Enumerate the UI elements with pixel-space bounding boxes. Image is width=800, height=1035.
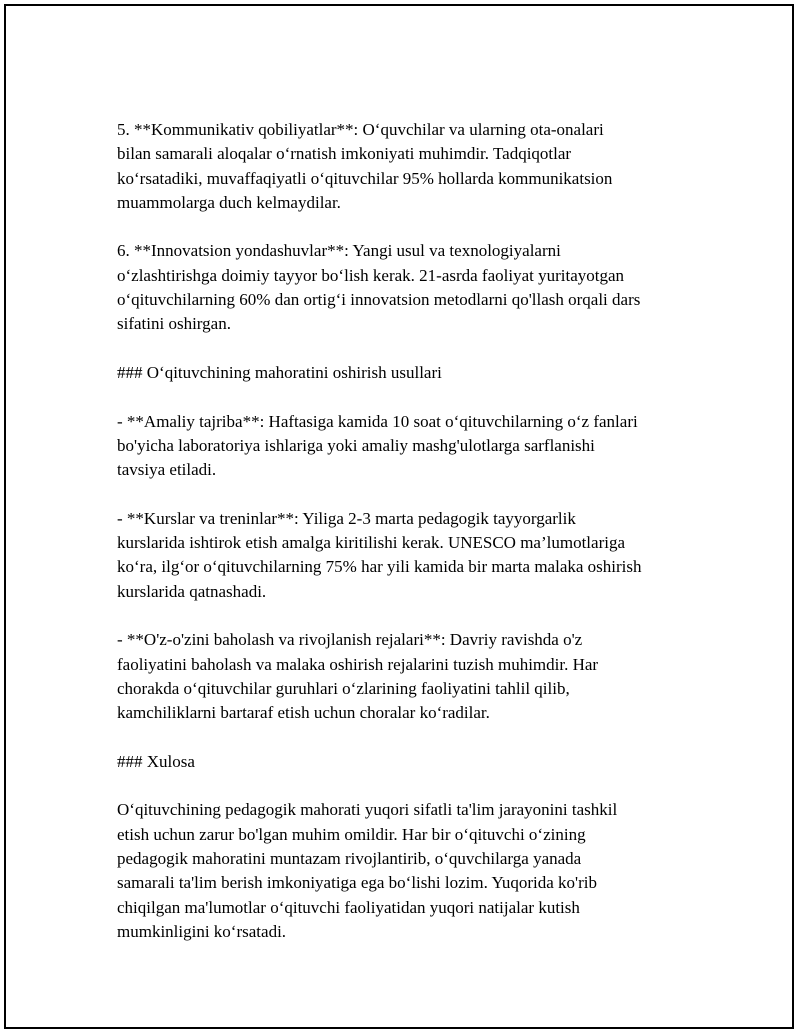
list-item-courses-trainings: - **Kurslar va treninlar**: Yiliga 2-3 marta pedagogik tayyorgarlik kurslarida ishtirok etish amalga kiritilishi kerak. UNESCO ma’lumotlariga ko‘ra, ilg‘or o‘qituvchilarning 75% har yili kamida bir marta malaka oshirish kurslarida qatnashadi.: [117, 508, 642, 601]
paragraph-conclusion: O‘qituvchining pedagogik mahorati yuqori sifatli ta'lim jarayonini tashkil etish uchun zarur bo'lgan muhim omildir. Har bir o‘qituvchi o‘zining pedagogik mahoratini muntazam rivojlantirib, o‘quvchilarga yanada samarali ta'lim berish imkoniyatiga ega bo‘lishi lozim. Yuqorida ko'rib chiqilgan ma'lumotlar o‘qituvchi faoliyatidan yuqori natijalar kutish mumkinligini ko‘rsatadi.: [117, 800, 618, 941]
section-heading-improvement-methods: ### O‘qituvchining mahoratini oshirish usullari: [117, 362, 442, 382]
list-item-self-assessment: - **O'z-o'zini baholash va rivojlanish rejalari**: Davriy ravishda o'z faoliyatini baholash va malaka oshirish rejalarini tuzish muhimdir. Har chorakda o‘qituvchilar guruhlari o‘zlarining faoliyatini tahlil qilib, kamchiliklarni bartaraf etish uchun choralar ko‘radilar.: [117, 630, 599, 723]
paragraph-communication-skills: 5. **Kommunikativ qobiliyatlar**: O‘quvchilar va ularning ota-onalari bilan samarali aloqalar o‘rnatish imkoniyati muhimdir. Tadqiqotlar ko‘rsatadiki, muvaffaqiyatli o‘qituvchilar 95% hollarda kommunikatsion muammolarga duch kelmaydilar.: [117, 120, 613, 212]
section-heading-conclusion: ### Xulosa: [117, 751, 195, 771]
list-item-practical-experience: - **Amaliy tajriba**: Haftasiga kamida 10 soat o‘qituvchilarning o‘z fanlari bo'yicha laboratoriya ishlariga yoki amaliy mashg'ulotlarga sarflanishi tavsiya etiladi.: [117, 411, 638, 480]
document-body: [117, 118, 707, 944]
paragraph-innovative-approaches: 6. **Innovatsion yondashuvlar**: Yangi usul va texnologiyalarni o‘zlashtirishga doimiy tayyor bo‘lish kerak. 21-asrda faoliyat yuritayotgan o‘qituvchilarning 60% dan ortig‘i innovatsion metodlarni qo'llash orqali dars sifatini oshirgan.: [117, 241, 641, 334]
